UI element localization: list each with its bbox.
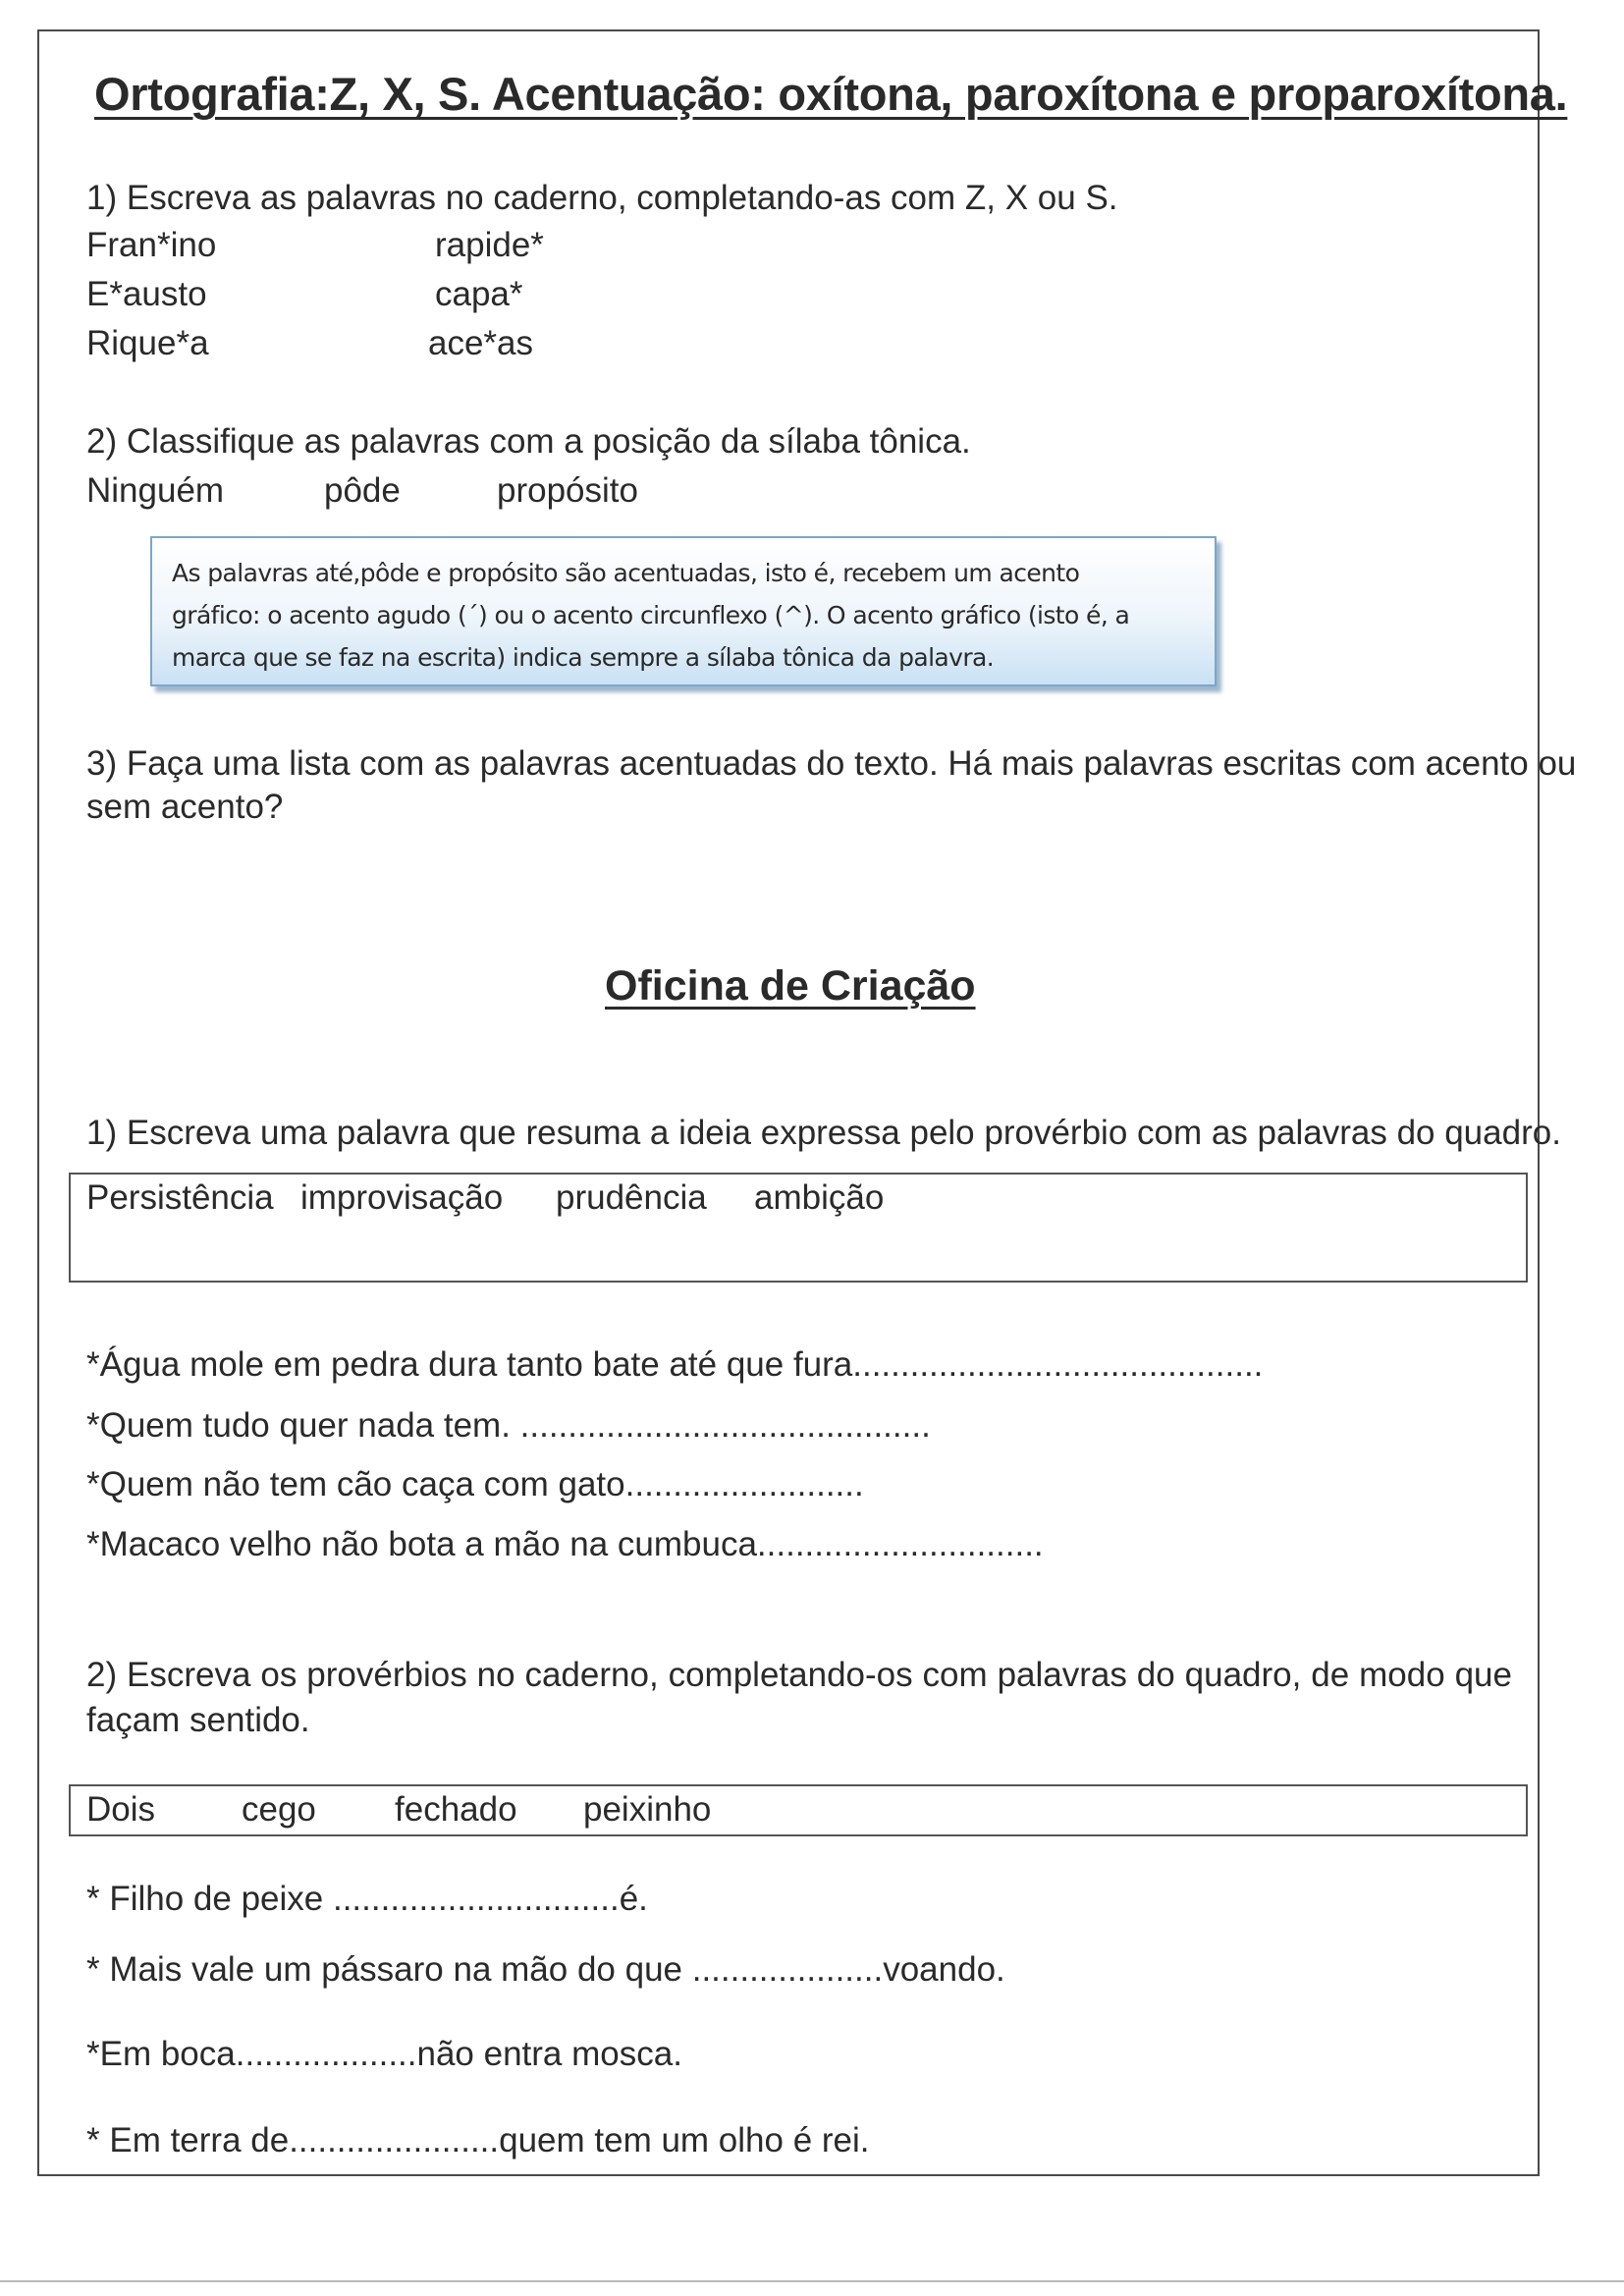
proverb-line: * Em terra de......................quem tem um olho é rei. <box>86 2121 870 2159</box>
proverb-line: * Mais vale um pássaro na mão do que ....................voando. <box>86 1950 1005 1989</box>
question-1-prompt: 1) Escreva as palavras no caderno, completando-as com Z, X ou S. <box>86 179 1118 217</box>
word-item: Ninguém <box>86 471 225 510</box>
question-3-prompt-line1: 3) Faça uma lista com as palavras acentuadas do texto. Há mais palavras escritas com acento ou <box>86 744 1577 783</box>
word-item: rapide* <box>435 226 544 264</box>
word-item: Rique*a <box>86 324 209 362</box>
oficina-question-1-prompt: 1) Escreva uma palavra que resuma a ideia expressa pelo provérbio com as palavras do quadro. <box>86 1114 1561 1152</box>
callout-line: marca que se faz na escrita) indica sempre a sílaba tônica da palavra. <box>172 643 995 672</box>
page-border <box>37 29 1540 2176</box>
section-title: Oficina de Criação <box>605 962 976 1010</box>
proverb-line: *Macaco velho não bota a mão na cumbuca.............................. <box>86 1525 1044 1563</box>
proverb-line: * Filho de peixe ..............................é. <box>86 1880 648 1918</box>
proverb-line: *Água mole em pedra dura tanto bate até que fura........................................... <box>86 1345 1264 1384</box>
word-item: E*austo <box>86 275 207 313</box>
worksheet-title: Ortografia:Z, X, S. Acentuação: oxítona, paroxítona e proparoxítona. <box>94 68 1568 120</box>
box-word: Dois <box>86 1790 156 1829</box>
proverb-line: *Quem tudo quer nada tem. ........................................... <box>86 1406 931 1445</box>
oficina-question-2-prompt-line2: façam sentido. <box>86 1701 310 1739</box>
question-2-prompt: 2) Classifique as palavras com a posição da sílaba tônica. <box>86 422 971 461</box>
oficina-question-2-prompt-line1: 2) Escreva os provérbios no caderno, completando-os com palavras do quadro, de modo que <box>86 1656 1512 1694</box>
proverb-line: *Quem não tem cão caça com gato......................... <box>86 1465 864 1503</box>
callout-line: gráfico: o acento agudo (´) ou o acento circunflexo (^). O acento gráfico (isto é, a <box>172 601 1130 629</box>
word-item: propósito <box>497 471 638 510</box>
question-3-prompt-line2: sem acento? <box>86 788 284 826</box>
word-item: Fran*ino <box>86 226 217 264</box>
box-word: Persistência <box>86 1178 274 1217</box>
proverb-line: *Em boca...................não entra mosca. <box>86 2035 682 2073</box>
word-item: ace*as <box>428 324 534 362</box>
callout-line: As palavras até,pôde e propósito são acentuadas, isto é, recebem um acento <box>172 559 1080 587</box>
scan-edge-line <box>0 2280 1624 2282</box>
accent-info-callout <box>150 536 1217 686</box>
word-box-1 <box>69 1173 1528 1283</box>
word-item: pôde <box>324 471 401 510</box>
box-word: fechado <box>395 1790 517 1829</box>
box-word: peixinho <box>583 1790 712 1829</box>
box-word: improvisação <box>300 1178 504 1217</box>
box-word: prudência <box>556 1178 707 1217</box>
box-word: cego <box>242 1790 316 1829</box>
box-word: ambição <box>754 1178 885 1217</box>
word-item: capa* <box>435 275 523 313</box>
word-box-2 <box>69 1784 1528 1836</box>
